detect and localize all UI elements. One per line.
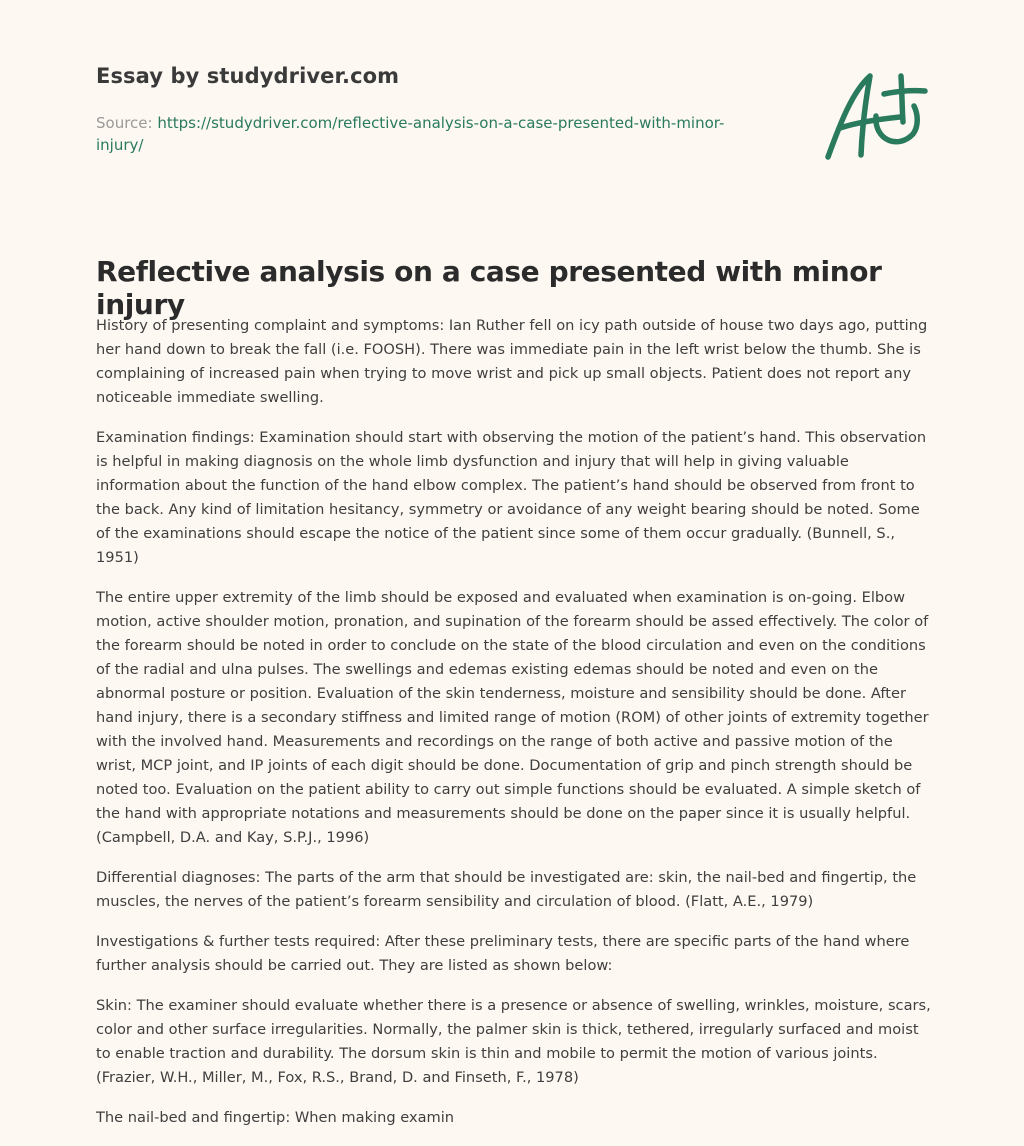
essay-body xyxy=(96,314,932,1146)
paragraph-nail-bed: The nail-bed and fingertip: When making examin xyxy=(96,1109,455,1126)
paragraph-history: History of presenting complaint and symptoms: Ian Ruther fell on icy path outside of house two days ago, putting her hand down to break the fall (i.e. FOOSH). There was immediate pain in the left wrist below the thumb. She is complaining of increased pain when trying to move wrist and pick up small objects. Patient does not report any noticeable immediate swelling. xyxy=(96,317,928,406)
source-label: Source: xyxy=(96,114,158,132)
source-line xyxy=(96,112,756,156)
a-plus-logo-icon xyxy=(818,64,934,168)
essay-title: Reflective analysis on a case presented with minor injury xyxy=(96,255,882,321)
paragraph-upper-extremity: The entire upper extremity of the limb should be exposed and evaluated when examination is on-going. Elbow motion, active shoulder motion, pronation, and supination of the forearm should be assed effectively. The color of the forearm should be noted in order to conclude on the state of the blood circulation and even on the conditions of the radial and ulna pulses. The swellings and edemas existing edemas should be noted and even on the abnormal posture or position. Evaluation of the skin tenderness, moisture and sensibility should be done. After hand injury, there is a secondary stiffness and limited range of motion (ROM) of other joints of extremity together with the involved hand. Measurements and recordings on the range of both active and passive motion of the wrist, MCP joint, and IP joints of each digit should be done. Documentation of grip and pinch strength should be noted too. Evaluation on the patient ability to carry out simple functions should be evaluated. A simple sketch of the hand with appropriate notations and measurements should be done on the paper since it is usually helpful. (Campbell, D.A. and Kay, S.P.J., 1996) xyxy=(96,589,929,846)
paragraph-examination-findings: Examination findings: Examination should start with observing the motion of the patient’s hand. This observation is helpful in making diagnosis on the whole limb dysfunction and injury that will help in giving valuable information about the function of the hand elbow complex. The patient’s hand should be observed from front to the back. Any kind of limitation hesitancy, symmetry or avoidance of any weight bearing should be noted. Some of the examinations should escape the notice of the patient since some of them occur gradually. (Bunnell, S., 1951) xyxy=(96,429,927,566)
paragraph-investigations: Investigations & further tests required: After these preliminary tests, there are specific parts of the hand where further analysis should be carried out. They are listed as shown below: xyxy=(96,933,910,974)
a-plus-logo xyxy=(818,64,934,168)
source-link[interactable]: https://studydriver.com/reflective-analysis-on-a-case-presented-with-minor-injury/ xyxy=(96,114,725,154)
site-title: Essay by studydriver.com xyxy=(96,64,400,88)
paragraph-skin: Skin: The examiner should evaluate whether there is a presence or absence of swelling, wrinkles, moisture, scars, color and other surface irregularities. Normally, the palmer skin is thick, tethered, irregularly surfaced and moist to enable traction and durability. The dorsum skin is thin and mobile to permit the motion of various joints. (Frazier, W.H., Miller, M., Fox, R.S., Brand, D. and Finseth, F., 1978) xyxy=(96,997,931,1086)
paragraph-differential-diagnoses: Differential diagnoses: The parts of the arm that should be investigated are: skin, the nail-bed and fingertip, the muscles, the nerves of the patient’s forearm sensibility and circulation of blood. (Flatt, A.E., 1979) xyxy=(96,869,917,910)
